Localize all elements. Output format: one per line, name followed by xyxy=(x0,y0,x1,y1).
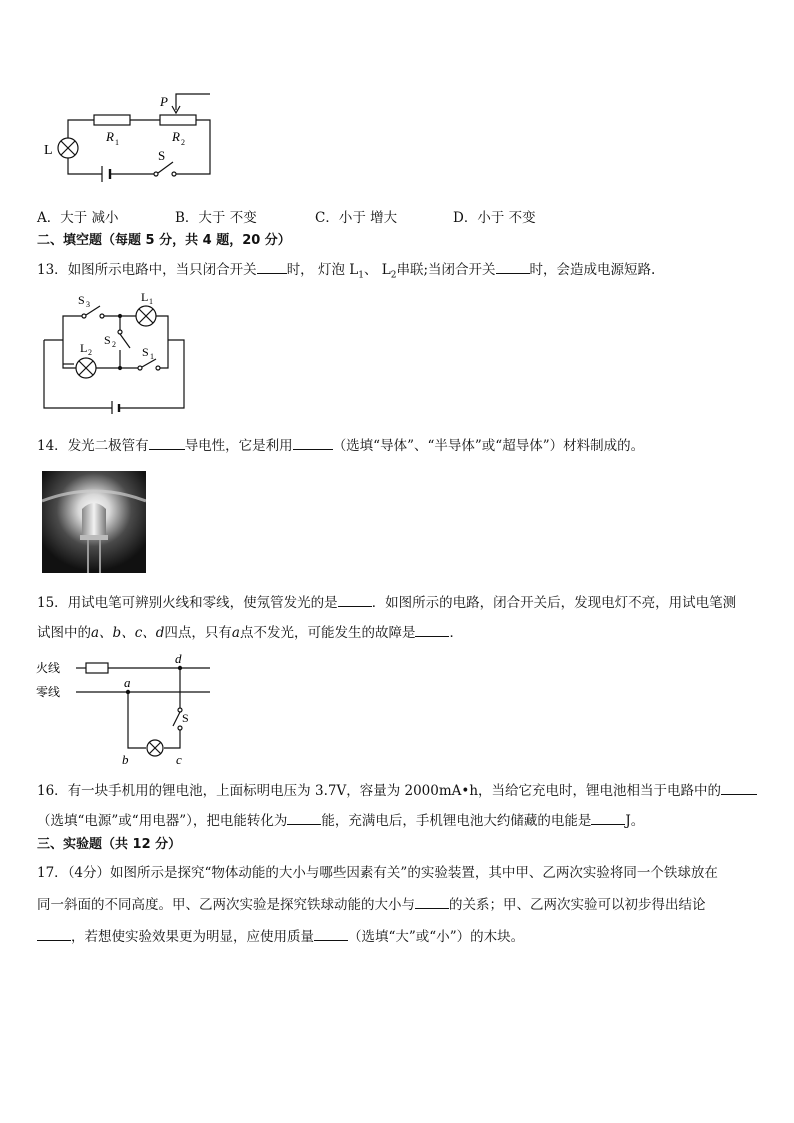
l2-label: L xyxy=(80,341,88,355)
s1-sub: 1 xyxy=(150,352,154,361)
q13-text: 13．如图所示电路中，当只闭合开关 时， 灯泡 $L_1$、 $L_2$串联;当闭合开关 时，会造成电源短路. xyxy=(37,259,655,286)
s2-label: S xyxy=(104,333,111,347)
q15-line-2: 试图中的a、b、c、d四点，只有a点不发光，可能发生的故障是 ． xyxy=(37,622,463,643)
switch-s-label: S xyxy=(182,711,189,725)
s3-label: S xyxy=(78,293,85,307)
option-b: B．大于 不变 xyxy=(175,210,257,226)
r2-label: R xyxy=(172,129,180,144)
point-a-label: a xyxy=(124,675,131,690)
r2-sub: 2 xyxy=(181,138,185,147)
section-3-heading: 三、实验题（共 12 分） xyxy=(37,837,182,852)
option-d: D．小于 不变 xyxy=(453,210,536,226)
point-b-label: b xyxy=(122,752,129,767)
s3-sub: 3 xyxy=(86,300,90,309)
l2-sub: 2 xyxy=(88,348,92,357)
q13-circuit-diagram xyxy=(40,288,190,414)
led-photo xyxy=(42,471,146,573)
point-c-label: c xyxy=(176,752,182,767)
l1-sub: 1 xyxy=(149,297,153,306)
option-a: A．大于 减小 xyxy=(37,210,119,226)
q15-line-1: 15．用试电笔可辨别火线和零线，使氖管发光的是 ．如图所示的电路，闭合开关后，发现电灯不亮，用试电笔测 xyxy=(37,592,736,613)
q15-household-circuit xyxy=(36,650,216,768)
q12-circuit-diagram xyxy=(40,88,220,188)
q14-text: 14．发光二极管有 导电性，它是利用 （选填“导体”、“半导体”或“超导体”）材料制成的。 xyxy=(37,435,644,456)
option-c: C．小于 增大 xyxy=(315,210,398,226)
point-d-label: d xyxy=(175,651,182,666)
neutral-wire-label: 零线 xyxy=(36,685,61,699)
r1-label: R xyxy=(106,129,114,144)
lamp-label: L xyxy=(44,143,53,158)
switch-label: S xyxy=(158,148,166,163)
live-wire-label: 火线 xyxy=(36,661,61,675)
l1-label: L xyxy=(141,290,149,304)
q17-line-3: ，若想使实验效果更为明显，应使用质量 （选填“大”或“小”）的木块。 xyxy=(37,926,524,947)
q16-line-2: （选填“电源”或“用电器”），把电能转化为 能，充满电后，手机锂电池大约储藏的电能是 J。 xyxy=(37,810,644,831)
section-2-heading: 二、填空题（每题 5 分，共 4 题，20 分） xyxy=(37,233,291,248)
q17-line-1: 17．（4分）如图所示是探究“物体动能的大小与哪些因素有关”的实验装置，其中甲、乙两次实验将同一个铁球放在 xyxy=(37,865,718,881)
s1-label: S xyxy=(142,345,149,359)
q17-line-2: 同一斜面的不同高度。甲、乙两次实验是探究铁球动能的大小与 的关系；甲、乙两次实验可以初步得出结论 xyxy=(37,894,706,915)
r1-sub: 1 xyxy=(115,138,119,147)
s2-sub: 2 xyxy=(112,340,116,349)
slider-label: P xyxy=(160,94,168,109)
q16-line-1: 16．有一块手机用的锂电池，上面标明电压为 3.7V，容量为 2000mA•h，当给它充电时，锂电池相当于电路中的 xyxy=(37,780,757,801)
